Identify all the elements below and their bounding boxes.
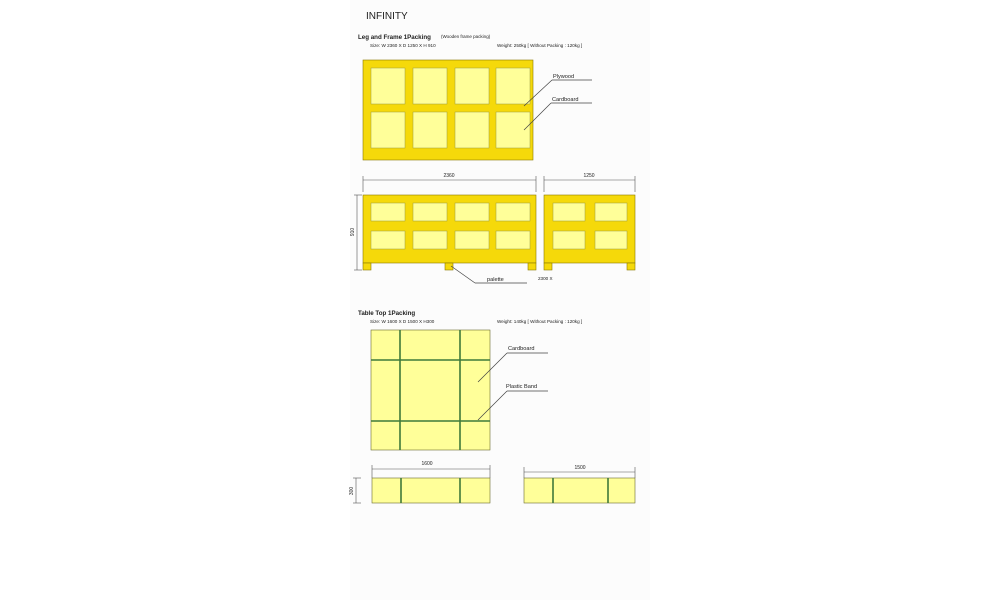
cardboard-panel <box>455 68 489 104</box>
cardboard-panel <box>455 112 489 148</box>
cardboard-panel <box>496 112 530 148</box>
palette-label: palette <box>487 277 504 283</box>
palette-foot <box>627 263 635 270</box>
table-top-size: Size: W 1600 X D 1500 X H300 <box>370 319 435 324</box>
table-top-side-view <box>524 478 635 503</box>
palette-foot <box>544 263 552 270</box>
table-top-board <box>371 330 490 450</box>
cardboard-panel <box>413 112 447 148</box>
cardboard-panel <box>496 231 530 249</box>
cardboard-panel <box>371 68 405 104</box>
cardboard-panel <box>455 203 489 221</box>
cardboard-panel <box>595 231 627 249</box>
cardboard-panel <box>413 68 447 104</box>
dim-1500: 1500 <box>574 465 586 471</box>
palette-feet <box>363 263 536 270</box>
palette-leader <box>451 266 475 283</box>
side-feet <box>544 263 635 270</box>
leg-frame-note: (Wooden frame packing) <box>441 34 491 39</box>
palette-foot <box>528 263 536 270</box>
crate-side-view <box>544 195 635 270</box>
table-top-weight: Weight: 140kg [ Without Packing : 120kg ] <box>497 319 583 324</box>
cardboard-panel <box>413 203 447 221</box>
cardboard-panel <box>455 231 489 249</box>
palette-qty: 2300 X <box>538 276 553 281</box>
leg-frame-heading: Leg and Frame 1Packing <box>358 34 431 41</box>
cardboard-panel <box>553 231 585 249</box>
leg-frame-weight: Weight: 250kg [ Without Packing : 120kg ] <box>497 43 583 48</box>
dim-300: 300 <box>349 486 355 496</box>
cardboard-panel <box>595 203 627 221</box>
cardboard-panel <box>371 112 405 148</box>
palette-foot <box>363 263 371 270</box>
cardboard-label: Cardboard <box>552 97 579 103</box>
cardboard-panel <box>553 203 585 221</box>
dim-910: 910 <box>350 227 356 237</box>
page-title: INFINITY <box>366 11 408 22</box>
cardboard-panel <box>371 231 405 249</box>
table-top-front-view <box>372 478 490 503</box>
dim-1600: 1600 <box>421 461 433 467</box>
cardboard-panel <box>496 68 530 104</box>
cardboard-panel <box>496 203 530 221</box>
table-top-front-board <box>372 478 490 503</box>
plywood-label: Plywood <box>553 74 575 80</box>
table-top-heading: Table Top 1Packing <box>358 310 416 317</box>
crate-front-view <box>363 195 536 270</box>
leg-frame-size: Size: W 2360 X D 1250 X H 910 <box>370 43 436 48</box>
crate-top-view <box>363 60 533 160</box>
table-top-plan <box>371 330 490 450</box>
table-top-side-board <box>524 478 635 503</box>
dim-1250: 1250 <box>583 173 595 179</box>
dim-2360: 2360 <box>443 173 455 179</box>
cardboard-panel <box>371 203 405 221</box>
tt-cardboard-label: Cardboard <box>508 346 535 352</box>
cardboard-panel <box>413 231 447 249</box>
band-label: Plastic Band <box>506 384 538 390</box>
